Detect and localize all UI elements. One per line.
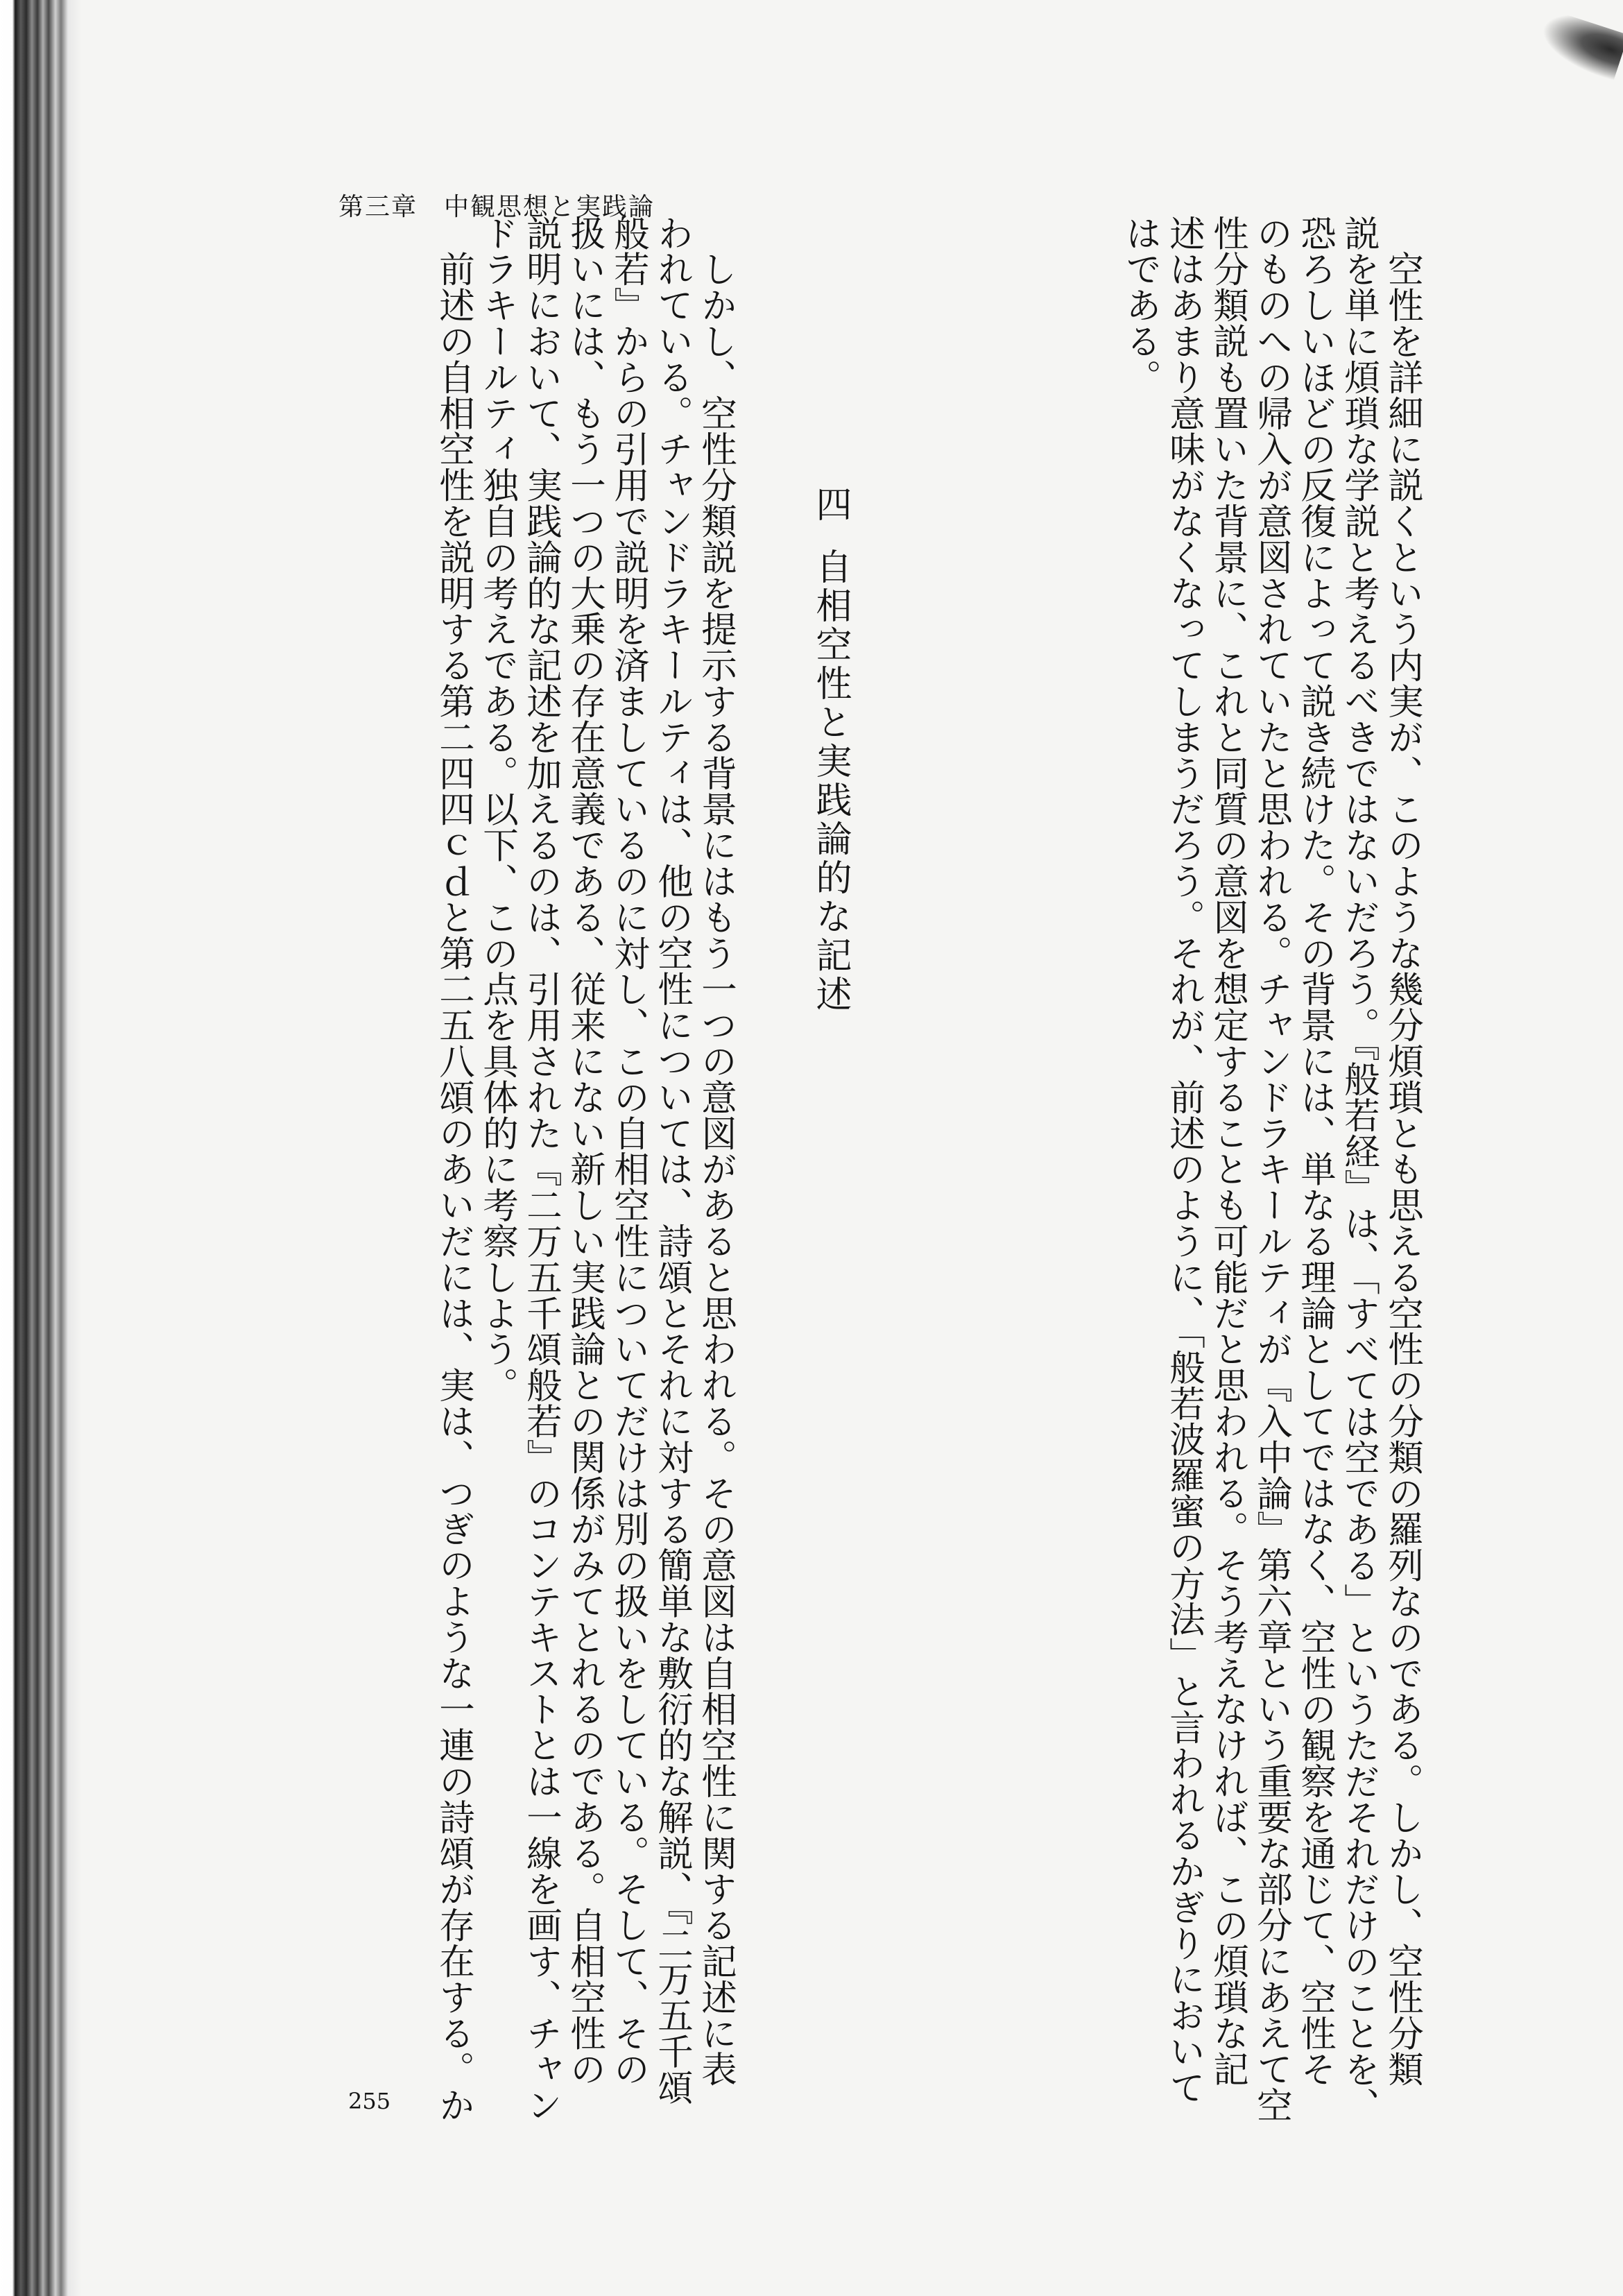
text-column: 般若』からの引用で説明を済ましているのに対し、この自相空性についてだけは別の扱いをしている。そして、その [608, 215, 649, 2087]
text-column: 空性を詳細に説くという内実が、このような幾分煩瑣とも思える空性の分類の羅列なのである。しかし、空性分類 [1382, 215, 1423, 2087]
page-number: 255 [348, 2088, 391, 2114]
text-column: のものへの帰入が意図されていたと思われる。チャンドラキールティが『入中論』第六章という重要な部分にあえて空 [1251, 215, 1292, 2123]
text-column: われている。チャンドラキールティは、他の空性については、詩頌とそれに対する簡単な敷衍的な解説、『二万五千頌 [651, 215, 693, 2105]
text-column: しかし、空性分類説を提示する背景にはもう一つの意図があると思われる。その意図は自相空性に関する記述に表 [695, 215, 737, 2087]
section-heading [805, 486, 857, 1014]
scan-corner-artifact [1534, 9, 1623, 81]
text-column: ドラキールティ独自の考えである。以下、この点を具体的に考察しよう。 [476, 215, 518, 1403]
text-column: 恐ろしいほどの反復によって説き続けた。その背景には、単なる理論としてではなく、空性の観察を通じて、空性そ [1294, 215, 1336, 2087]
text-column: 扱いには、もう一つの大乗の存在意義である、従来にない新しい実践論との関係がみてとれるのである。自相空性の [564, 215, 606, 2087]
text-column: 述はあまり意味がなくなってしまうだろう。それが、前述のように、「般若波羅蜜の方法」と言われるかぎりにおいて [1163, 215, 1205, 2105]
text-column: はである。 [1119, 215, 1161, 395]
section-title: 自相空性と実践論的な記述 [809, 548, 851, 1014]
section-number: 四 [809, 486, 851, 524]
book-binding-shadow [0, 0, 82, 2296]
text-column: 説明において、実践論的な記述を加えるのは、引用された『二万五千頌般若』のコンテキストとは一線を画す、チャン [520, 215, 562, 2123]
text-column: 性分類説も置いた背景に、これと同質の意図を想定することも可能だと思われる。そう考えなければ、この煩瑣な記 [1207, 215, 1248, 2087]
text-column: 前述の自相空性を説明する第二四四ｃｄと第二五八頌のあいだには、実は、つぎのような一連の詩頌が存在する。か [433, 215, 474, 2123]
text-column: 説を単に煩瑣な学説と考えるべきではないだろう。『般若経』は、「すべては空である」というただそれだけのことを、 [1338, 215, 1380, 2124]
running-head: 第三章 中観思想と実践論 [338, 193, 655, 221]
